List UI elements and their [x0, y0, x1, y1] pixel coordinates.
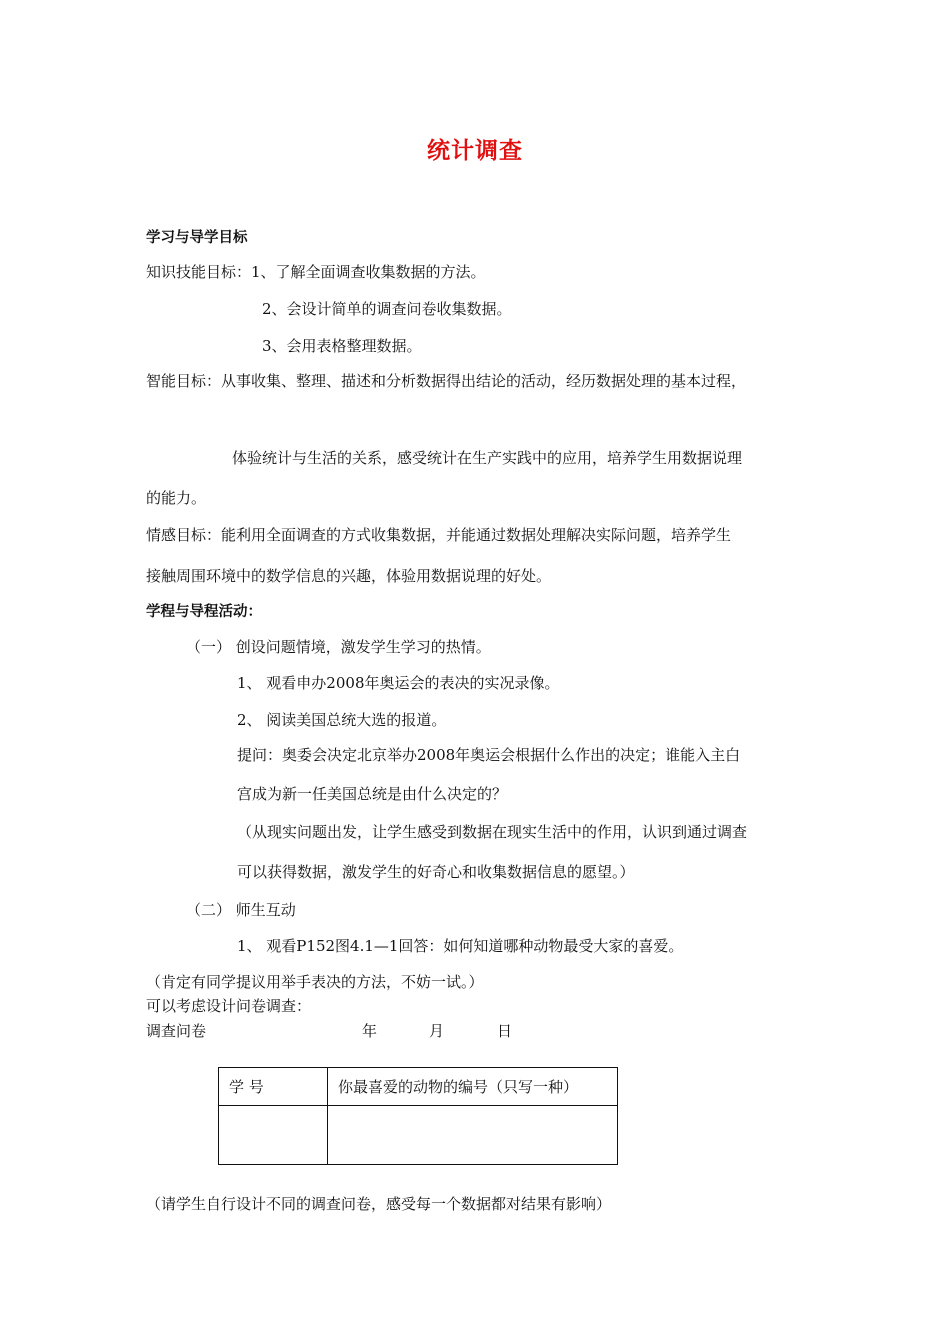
note-line-2: 可以获得数据，激发学生的好奇心和收集数据信息的愿望。） [237, 863, 635, 881]
part1-item-1: 1、 观看申办2008年奥运会的表决的实况录像。 [237, 674, 560, 692]
knowledge-goal-item-3: 3、会用表格整理数据。 [262, 337, 422, 355]
question-line-2: 宫成为新一任美国总统是由什么决定的？ [237, 785, 508, 803]
part1-item-2: 2、 阅读美国总统大选的报道。 [237, 711, 447, 729]
question-line-1: 提问：奥委会决定北京举办2008年奥运会根据什么作出的决定；谁能入主白 [237, 746, 741, 764]
survey-table [218, 1067, 618, 1165]
table-header-student-id: 学 号 [219, 1068, 328, 1106]
table-cell-student-id [219, 1106, 328, 1165]
ability-goal-line-1: 智能目标：从事收集、整理、描述和分析数据得出结论的活动，经历数据处理的基本过程， [146, 372, 747, 390]
note-line-1: （从现实问题出发，让学生感受到数据在现实生活中的作用，认识到通过调查 [237, 823, 748, 841]
section-heading-activities: 学程与导程活动： [146, 604, 262, 620]
ability-goal-line-2: 体验统计与生活的关系，感受统计在生产实践中的应用，培养学生用数据说理 [232, 449, 743, 467]
table-header-row [219, 1068, 618, 1106]
table-row [219, 1106, 618, 1165]
questionnaire-label: 调查问卷 [146, 1022, 207, 1040]
knowledge-goal-item-2: 2、会设计简单的调查问卷收集数据。 [262, 300, 512, 318]
knowledge-goal-label: 知识技能目标： [146, 263, 252, 281]
emotion-goal-line-1: 情感目标：能利用全面调查的方式收集数据，并能通过数据处理解决实际问题，培养学生 [146, 526, 732, 544]
part2-item-1: 1、 观看P152图4.1—1回答：如何知道哪种动物最受大家的喜爱。 [237, 937, 684, 955]
knowledge-goal-line [146, 262, 486, 282]
closing-note: （请学生自行设计不同的调查问卷，感受每一个数据都对结果有影响） [146, 1195, 612, 1213]
emotion-goal-line-2: 接触周围环境中的数学信息的兴趣，体验用数据说理的好处。 [146, 567, 552, 585]
hint-line: （肯定有同学提议用举手表决的方法，不妨一试。） [146, 973, 484, 991]
questionnaire-year: 年 [362, 1022, 378, 1040]
questionnaire-day: 日 [497, 1022, 513, 1040]
table-header-favorite-animal: 你最喜爱的动物的编号（只写一种） [328, 1068, 618, 1106]
part2-title: （二） 师生互动 [186, 901, 296, 919]
ability-goal-line-3: 的能力。 [146, 489, 207, 507]
table-cell-favorite-animal [328, 1106, 618, 1165]
part1-title: （一） 创设问题情境，激发学生学习的热情。 [186, 638, 491, 656]
questionnaire-month: 月 [429, 1022, 445, 1040]
section-heading-goals: 学习与导学目标 [146, 230, 248, 246]
page-title: 统计调查 [427, 138, 523, 164]
consider-line: 可以考虑设计问卷调查： [146, 997, 312, 1015]
knowledge-goal-item-1: 1、了解全面调查收集数据的方法。 [251, 263, 486, 281]
